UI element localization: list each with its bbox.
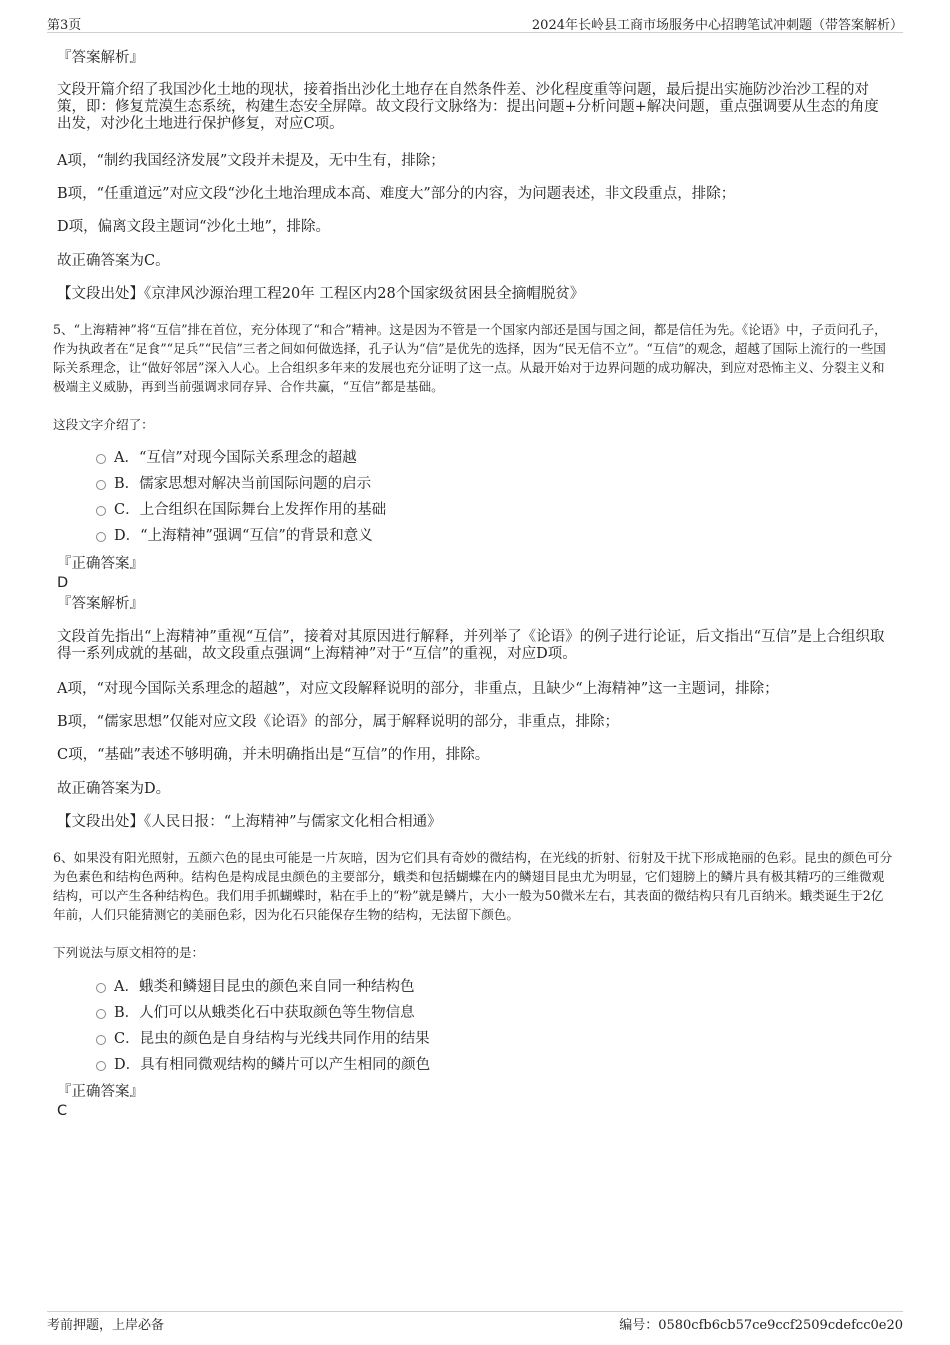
q6-passage: 6、如果没有阳光照射，五颜六色的昆虫可能是一片灰暗，因为它们具有奇妙的微结构，在光线的折射、衍射及干扰下形成艳丽的色彩。昆虫的颜色可分为色素色和结构色两种。结构色是构成昆虫颜色的主要部分，蛾类和包括蝴蝶在内的鳞翅目昆虫尤为明显，它们翅膀上的鳞片具有极其精巧的三维微观结构，可以产生各种结构色。我们用手抓蝴蝶时，粘在手上的“粉”就是鳞片，大小一般为50微米左右，其表面的微结构只有几百纳米。蛾类诞生于2亿年前，人们只能猜测它的美丽色彩，因为化石只能保存生物的结构，无法留下颜色。 xyxy=(53,850,893,922)
page-number: 第3页 xyxy=(47,18,82,33)
page-header xyxy=(47,14,903,33)
q5-option-b[interactable]: B．儒家思想对解决当前国际问题的启示 xyxy=(96,475,371,493)
q5-answer: D xyxy=(57,575,69,591)
footer-slogan: 考前押题，上岸必备 xyxy=(47,1318,165,1333)
radio-icon[interactable] xyxy=(96,1009,106,1019)
q4-note-d: D项，偏离文段主题词“沙化土地”，排除。 xyxy=(57,219,330,235)
radio-icon[interactable] xyxy=(96,1035,106,1045)
q4-note-a: A项，“制约我国经济发展”文段并未提及，无中生有，排除； xyxy=(57,153,445,169)
q5-passage: 5、“上海精神”将“互信”排在首位，充分体现了“和合”精神。这是因为不管是一个国家内部还是国与国之间，都是信任为先。《论语》中，子贡问孔子，作为执政者在“足食”“足兵”“民信”三者之间如何做选择，孔子认为“信”是优先的选择，因为“民无信不立”。“互信”的观念，超越了国际上流行的一些国际关系理念，让“做好邻居”深入人心。上合组织多年来的发展也充分证明了这一点。从最开始对于边界问题的成功解决，到应对恐怖主义、分裂主义和极端主义威胁，再到当前强调求同存异、合作共赢，“互信”都是基础。 xyxy=(53,322,887,394)
q6-prompt: 下列说法与原文相符的是： xyxy=(53,945,205,960)
q5-note-b: B项，“儒家思想”仅能对应文段《论语》的部分，属于解释说明的部分，非重点，排除； xyxy=(57,714,619,730)
q6-answer: C xyxy=(57,1103,68,1119)
q6-option-d[interactable]: D．具有相同微观结构的鳞片可以产生相同的颜色 xyxy=(96,1056,430,1074)
q4-source: 【文段出处】《京津风沙源治理工程20年 工程区内28个国家级贫困县全摘帽脱贫》 xyxy=(57,286,585,302)
q5-option-a[interactable]: A．“互信”对现今国际关系理念的超越 xyxy=(96,449,357,467)
q5-note-a: A项，“对现今国际关系理念的超越”，对应文段解释说明的部分，非重点，且缺少“上海精神”这一主题词，排除； xyxy=(57,681,779,697)
page-footer xyxy=(47,1311,903,1334)
q4-conclusion: 故正确答案为C。 xyxy=(57,253,170,269)
radio-icon[interactable] xyxy=(96,1061,106,1071)
q4-analysis-text: 文段开篇介绍了我国沙化土地的现状，接着指出沙化土地存在自然条件差、沙化程度重等问题，最后提出实施防沙治沙工程的对策，即：修复荒漠生态系统，构建生态安全屏障。故文段行文脉络为：提出问题+分析问题+解决问题，重点强调要从生态的角度出发，对沙化土地进行保护修复，对应C项。 xyxy=(57,82,879,132)
q6-option-c[interactable]: C．昆虫的颜色是自身结构与光线共同作用的结果 xyxy=(96,1030,430,1048)
document-title: 2024年长岭县工商市场服务中心招聘笔试冲刺题（带答案解析） xyxy=(531,18,903,33)
q5-note-c: C项，“基础”表述不够明确，并未明确指出是“互信”的作用，排除。 xyxy=(57,747,490,763)
radio-icon[interactable] xyxy=(96,983,106,993)
q6-answer-label: 『正确答案』 xyxy=(57,1084,144,1100)
q4-analysis-label: 『答案解析』 xyxy=(57,50,144,66)
footer-serial: 编号：0580cfb6cb57ce9ccf2509cdefcc0e20 xyxy=(619,1318,903,1333)
radio-icon[interactable] xyxy=(96,506,106,516)
radio-icon[interactable] xyxy=(96,532,106,542)
q5-analysis-text: 文段首先指出“上海精神”重视“互信”，接着对其原因进行解释，并列举了《论语》的例子进行论证，后文指出“互信”是上合组织取得一系列成就的基础，故文段重点强调“上海精神”对于“互信”的重视，对应D项。 xyxy=(57,629,885,662)
q6-option-a[interactable]: A．蛾类和鳞翅目昆虫的颜色来自同一种结构色 xyxy=(96,978,414,996)
q5-conclusion: 故正确答案为D。 xyxy=(57,781,171,797)
q5-option-c[interactable]: C．上合组织在国际舞台上发挥作用的基础 xyxy=(96,501,386,519)
q5-answer-label: 『正确答案』 xyxy=(57,556,144,572)
q5-analysis-label: 『答案解析』 xyxy=(57,596,144,612)
radio-icon[interactable] xyxy=(96,454,106,464)
q6-option-b[interactable]: B．人们可以从蛾类化石中获取颜色等生物信息 xyxy=(96,1004,415,1022)
q5-source: 【文段出处】《人民日报：“上海精神”与儒家文化相合相通》 xyxy=(57,814,442,830)
q4-note-b: B项，“任重道远”对应文段“沙化土地治理成本高、难度大”部分的内容，为问题表述，非文段重点，排除； xyxy=(57,186,736,202)
q5-option-d[interactable]: D．“上海精神”强调“互信”的背景和意义 xyxy=(96,527,373,545)
radio-icon[interactable] xyxy=(96,480,106,490)
q5-prompt: 这段文字介绍了： xyxy=(53,417,154,432)
